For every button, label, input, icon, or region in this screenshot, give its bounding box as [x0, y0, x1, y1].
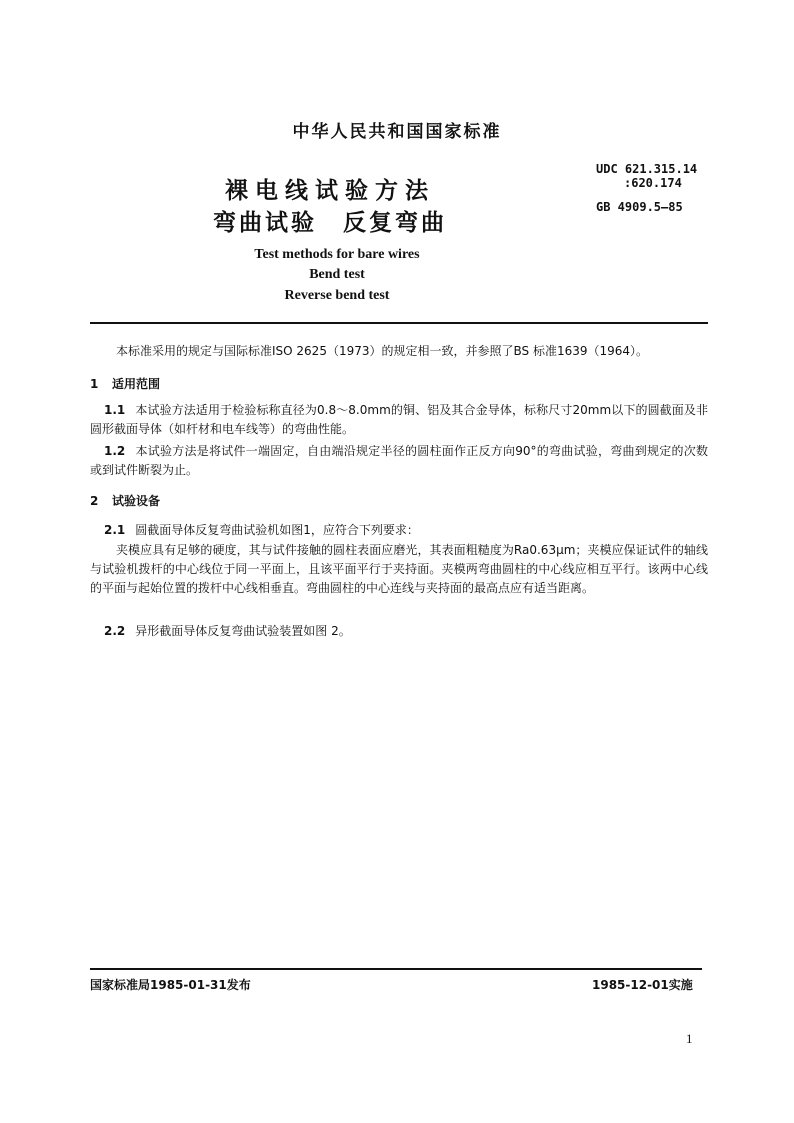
clause-2-1-detail: 夹模应具有足够的硬度，其与试件接触的圆柱表面应磨光，其表面粗糙度为Ra0.63μm；夹模应保证试件的轴线与试验机拨杆的中心线位于同一平面上，且该平面平行于夹持面。夹模两弯曲圆柱的中心线应相互平行。该两中心线的平面与起始位置的拨杆中心线相垂直。弯曲圆柱的中心连线与夹持面的最高点应有适当距离。 [90, 543, 708, 595]
issue-date: 国家标准局1985-01-31发布 [90, 978, 251, 992]
clause-1-1 [90, 401, 708, 439]
clause-2-1-number: 2.1 [104, 523, 126, 537]
clause-2-2 [90, 622, 708, 641]
section-2-title: 试验设备 [112, 494, 161, 508]
section-1-heading [90, 375, 160, 392]
clause-2-1-text: 圆截面导体反复弯曲试验机如图1，应符合下列要求： [135, 523, 419, 537]
english-title-2: Bend test [309, 267, 365, 282]
section-1-number: 1 [90, 377, 99, 391]
subtitle-part-a: 弯曲试验 [213, 210, 317, 236]
english-title-1: Test methods for bare wires [254, 247, 420, 262]
udc-code [596, 162, 697, 190]
clause-1-2-number: 1.2 [104, 444, 126, 458]
gb-code: GB 4909.5—85 [596, 200, 683, 214]
section-2-number: 2 [90, 494, 99, 508]
effective-date: 1985-12-01实施 [592, 978, 693, 992]
document-subtitle [0, 204, 660, 237]
page-number: 1 [686, 1031, 693, 1046]
subtitle-part-b: 反复弯曲 [343, 210, 447, 236]
intro-paragraph: 本标准采用的规定与国际标准ISO 2625（1973）的规定相一致，并参照了BS 标准1639（1964）。 [116, 344, 649, 358]
national-standard-label: 中华人民共和国国家标准 [292, 122, 502, 142]
clause-2-2-text: 异形截面导体反复弯曲试验装置如图 2。 [135, 624, 351, 638]
clause-1-1-text: 本试验方法适用于检验标称直径为0.8～8.0mm的铜、铝及其合金导体，标称尺寸20mm以下的圆截面及非圆形截面导体（如杆材和电车线等）的弯曲性能。 [90, 403, 708, 436]
section-1-title: 适用范围 [112, 377, 161, 391]
clause-1-2 [90, 442, 708, 480]
clause-1-2-text: 本试验方法是将试件一端固定，自由端沿规定半径的圆柱面作正反方向90°的弯曲试验，弯曲到规定的次数或到试件断裂为止。 [90, 444, 708, 477]
clause-2-1 [90, 521, 708, 540]
english-title-3: Reverse bend test [284, 288, 390, 303]
document-title: 裸电线试验方法 [225, 178, 435, 204]
clause-2-2-number: 2.2 [104, 624, 126, 638]
clause-1-1-number: 1.1 [104, 403, 126, 417]
udc-line-2: :620.174 [624, 176, 682, 190]
header-divider [90, 322, 708, 324]
footer-divider [90, 968, 702, 970]
udc-line-1: UDC 621.315.14 [596, 162, 698, 176]
section-2-heading [90, 492, 160, 509]
